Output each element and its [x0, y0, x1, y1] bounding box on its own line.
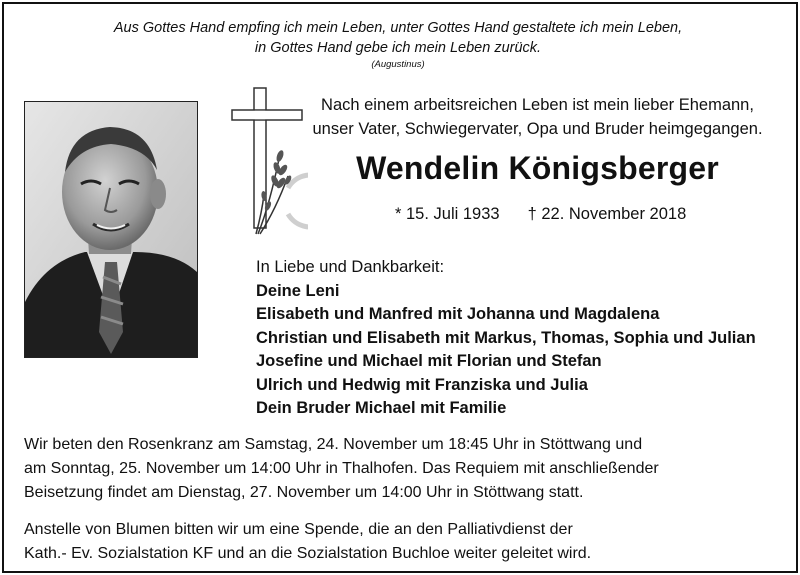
service-line-2: am Sonntag, 25. November um 14:00 Uhr in Thalhofen. Das Requiem mit anschließender: [24, 460, 659, 477]
family-line: Ulrich und Hedwig mit Franziska und Julia: [256, 375, 588, 394]
birth-date: * 15. Juli 1933: [395, 205, 500, 223]
intro-line-2: unser Vater, Schwiegervater, Opa und Bruder heimgegangen.: [312, 120, 763, 138]
family-heading: In Liebe und Dankbarkeit:: [256, 258, 445, 276]
intro-text: [300, 93, 775, 141]
family-line: Dein Bruder Michael mit Familie: [256, 399, 507, 417]
portrait-photo: [24, 101, 198, 358]
intro-line-1: Nach einem arbeitsreichen Leben ist mein lieber Ehemann,: [321, 96, 754, 114]
service-line-3: Beisetzung findet am Dienstag, 27. November um 14:00 Uhr in Stöttwang statt.: [24, 484, 584, 501]
life-dates: [395, 205, 686, 224]
death-date: † 22. November 2018: [527, 205, 687, 223]
cross-with-wheat-icon: [228, 84, 308, 244]
family-line: Deine Leni: [256, 281, 340, 300]
family-line: Christian und Elisabeth mit Markus, Thomas, Sophia und Julian: [256, 328, 756, 347]
deceased-name: Wendelin Königsberger: [356, 150, 719, 186]
motto-line-1: Aus Gottes Hand empfing ich mein Leben, unter Gottes Hand gestaltete ich mein Leben,: [113, 20, 683, 36]
family-line: Elisabeth und Manfred mit Johanna und Magdalena: [256, 305, 660, 323]
motto: [0, 18, 796, 71]
motto-source: (Augustinus): [371, 59, 425, 70]
service-notice: [24, 433, 784, 566]
donation-line-2: Kath.- Ev. Sozialstation KF und an die Sozialstation Buchloe weiter geleitet wird.: [24, 545, 592, 562]
family-line: Josefine und Michael mit Florian und Stefan: [256, 352, 602, 370]
service-line-1: Wir beten den Rosenkranz am Samstag, 24. November um 18:45 Uhr in Stöttwang und: [24, 436, 643, 453]
donation-line-1: Anstelle von Blumen bitten wir um eine Spende, die an den Palliativdienst der: [24, 521, 573, 538]
motto-line-2: in Gottes Hand gebe ich mein Leben zurück.: [254, 40, 542, 56]
donation-note: [24, 518, 784, 566]
service-times: [24, 433, 784, 505]
family-list: [256, 256, 786, 421]
